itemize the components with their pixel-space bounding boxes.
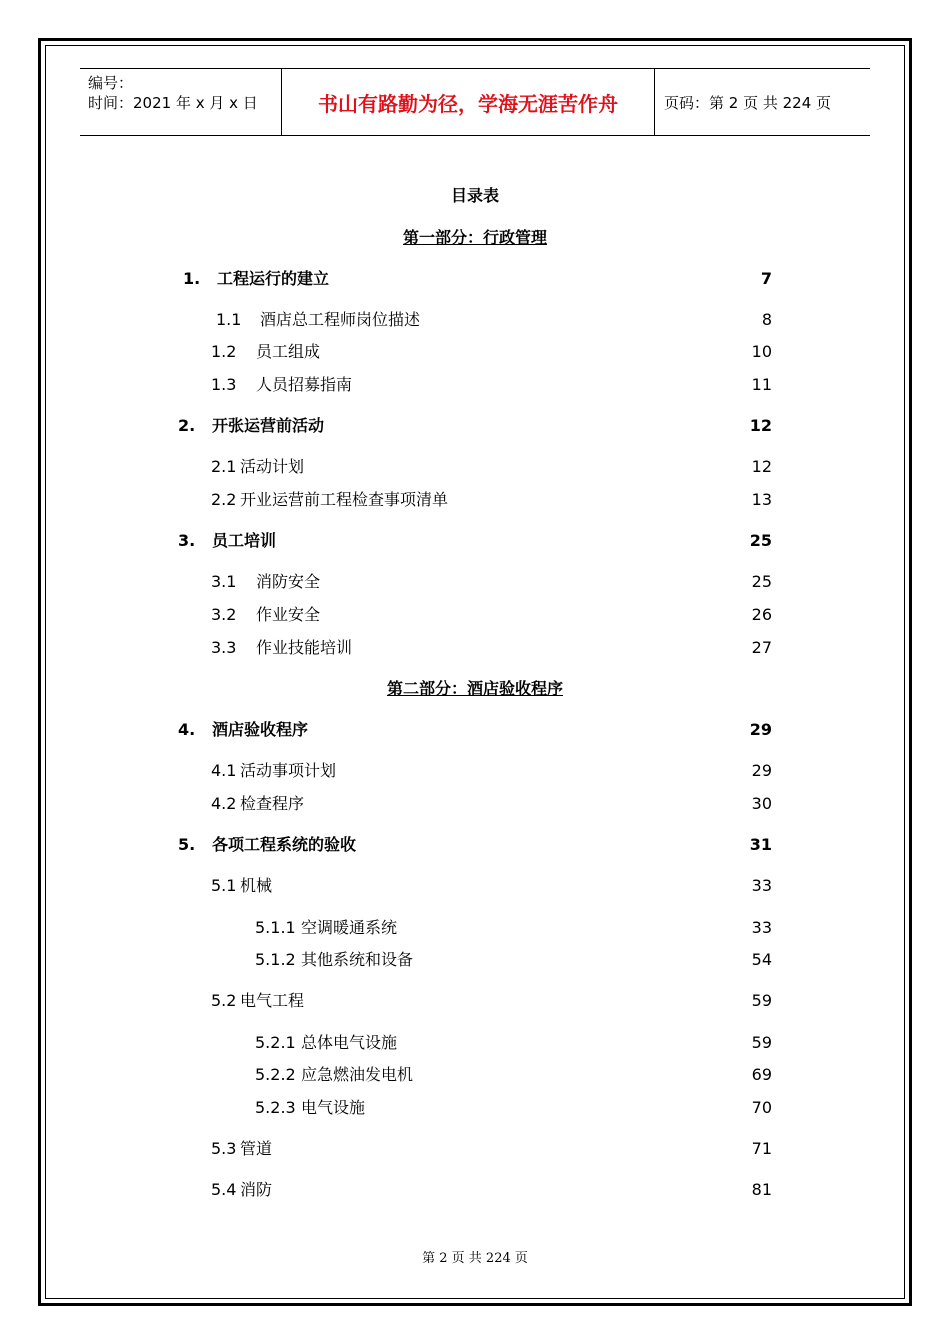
toc-entry-page: 27 bbox=[751, 638, 772, 657]
toc-entry-page: 12 bbox=[751, 457, 772, 476]
toc-entry-number: 2.2 bbox=[211, 490, 237, 509]
toc-entry-text: 检查程序 bbox=[240, 794, 305, 813]
toc-entry-text: 开张运营前活动 bbox=[212, 416, 325, 435]
toc-entry-text: 消防安全 bbox=[256, 572, 321, 591]
toc-entry-page: 70 bbox=[751, 1098, 772, 1117]
toc-entry-page: 25 bbox=[751, 572, 772, 591]
toc-entry-text: 管道 bbox=[240, 1139, 273, 1158]
toc-entry-number: 1.1 bbox=[216, 310, 242, 329]
toc-entry-number: 1.2 bbox=[211, 342, 237, 361]
toc-entry-number: 5.1.2 bbox=[255, 950, 296, 969]
part-two-heading: 第二部分：酒店验收程序 bbox=[386, 679, 563, 698]
toc-entry-text: 空调暖通系统 bbox=[301, 918, 398, 937]
page-footer: 第 2 页 共 224 页 bbox=[422, 1251, 528, 1266]
toc-entry-page: 30 bbox=[751, 794, 772, 813]
toc-entry-page: 81 bbox=[751, 1180, 772, 1199]
toc-entry-number: 4. bbox=[178, 720, 196, 739]
toc-entry-page: 71 bbox=[751, 1139, 772, 1158]
toc-entry-number: 3.3 bbox=[211, 638, 237, 657]
toc-entry-number: 5.1.1 bbox=[255, 918, 296, 937]
header-motto: 书山有路勤为径，学海无涯苦作舟 bbox=[282, 69, 655, 135]
toc-entry-text: 其他系统和设备 bbox=[301, 950, 414, 969]
toc-entry-text: 人员招募指南 bbox=[256, 375, 353, 394]
toc-entry-text: 酒店验收程序 bbox=[212, 720, 309, 739]
toc-entry-number: 5.2 bbox=[211, 991, 237, 1010]
toc-entry-number: 3.1 bbox=[211, 572, 237, 591]
toc-entry-page: 59 bbox=[751, 991, 772, 1010]
toc-entry-number: 3. bbox=[178, 531, 196, 550]
part-one-heading: 第一部分：行政管理 bbox=[402, 228, 547, 247]
toc-entry-page: 31 bbox=[749, 835, 772, 854]
toc-entry-number: 5. bbox=[178, 835, 196, 854]
toc-entry-number: 5.3 bbox=[211, 1139, 237, 1158]
toc-entry-text: 消防 bbox=[240, 1180, 273, 1199]
toc-entry-page: 33 bbox=[751, 918, 772, 937]
toc-entry-text: 活动事项计划 bbox=[240, 761, 337, 780]
toc-entry-number: 5.2.1 bbox=[255, 1033, 296, 1052]
toc-entry-text: 酒店总工程师岗位描述 bbox=[260, 310, 421, 329]
toc-entry-page: 33 bbox=[751, 876, 772, 895]
toc-entry-text: 应急燃油发电机 bbox=[301, 1065, 414, 1084]
toc-entry-page: 69 bbox=[751, 1065, 772, 1084]
toc-entry-page: 29 bbox=[749, 720, 772, 739]
toc-entry-text: 员工组成 bbox=[256, 342, 321, 361]
toc-entry-text: 电气工程 bbox=[240, 991, 305, 1010]
toc-entry-number: 1.3 bbox=[211, 375, 237, 394]
toc-entry-page: 13 bbox=[751, 490, 772, 509]
header-time-label: 时间：2021 年 x 月 x 日 bbox=[88, 94, 258, 112]
toc-entry-text: 开业运营前工程检查事项清单 bbox=[240, 490, 449, 509]
toc-entry-number: 2.1 bbox=[211, 457, 237, 476]
header-number-label: 编号： bbox=[88, 74, 134, 92]
header-page-info: 页码：第 2 页 共 224 页 bbox=[664, 93, 832, 112]
toc-entry-page: 25 bbox=[749, 531, 772, 550]
toc-entry-text: 总体电气设施 bbox=[301, 1033, 398, 1052]
toc-entry-number: 4.1 bbox=[211, 761, 237, 780]
toc-entry-number: 5.1 bbox=[211, 876, 237, 895]
toc-entry-number: 4.2 bbox=[211, 794, 237, 813]
toc-entry-page: 26 bbox=[751, 605, 772, 624]
toc-entry-text: 电气设施 bbox=[301, 1098, 366, 1117]
toc-entry-text: 机械 bbox=[240, 876, 273, 895]
toc-entry-text: 员工培训 bbox=[212, 531, 277, 550]
toc-entry-number: 5.2.2 bbox=[255, 1065, 296, 1084]
toc-entry-number: 5.2.3 bbox=[255, 1098, 296, 1117]
toc-entry-page: 59 bbox=[751, 1033, 772, 1052]
toc-entry-text: 活动计划 bbox=[240, 457, 305, 476]
toc-entry-page: 7 bbox=[760, 269, 772, 288]
toc-entry-page: 12 bbox=[749, 416, 772, 435]
toc-entry-number: 3.2 bbox=[211, 605, 237, 624]
toc-entry-page: 8 bbox=[761, 310, 772, 329]
toc-title: 目录表 bbox=[450, 186, 499, 205]
toc-entry-page: 10 bbox=[751, 342, 772, 361]
toc-entry-text: 各项工程系统的验收 bbox=[212, 835, 357, 854]
toc-entry-number: 2. bbox=[178, 416, 196, 435]
toc-entry-text: 工程运行的建立 bbox=[217, 269, 330, 288]
toc-entry-number: 1. bbox=[183, 269, 201, 288]
toc-entry-page: 11 bbox=[751, 375, 772, 394]
toc-entry-page: 29 bbox=[751, 761, 772, 780]
toc-entry-text: 作业技能培训 bbox=[256, 638, 353, 657]
toc-entry-text: 作业安全 bbox=[256, 605, 321, 624]
toc-entry-page: 54 bbox=[751, 950, 772, 969]
toc-entry-number: 5.4 bbox=[211, 1180, 237, 1199]
